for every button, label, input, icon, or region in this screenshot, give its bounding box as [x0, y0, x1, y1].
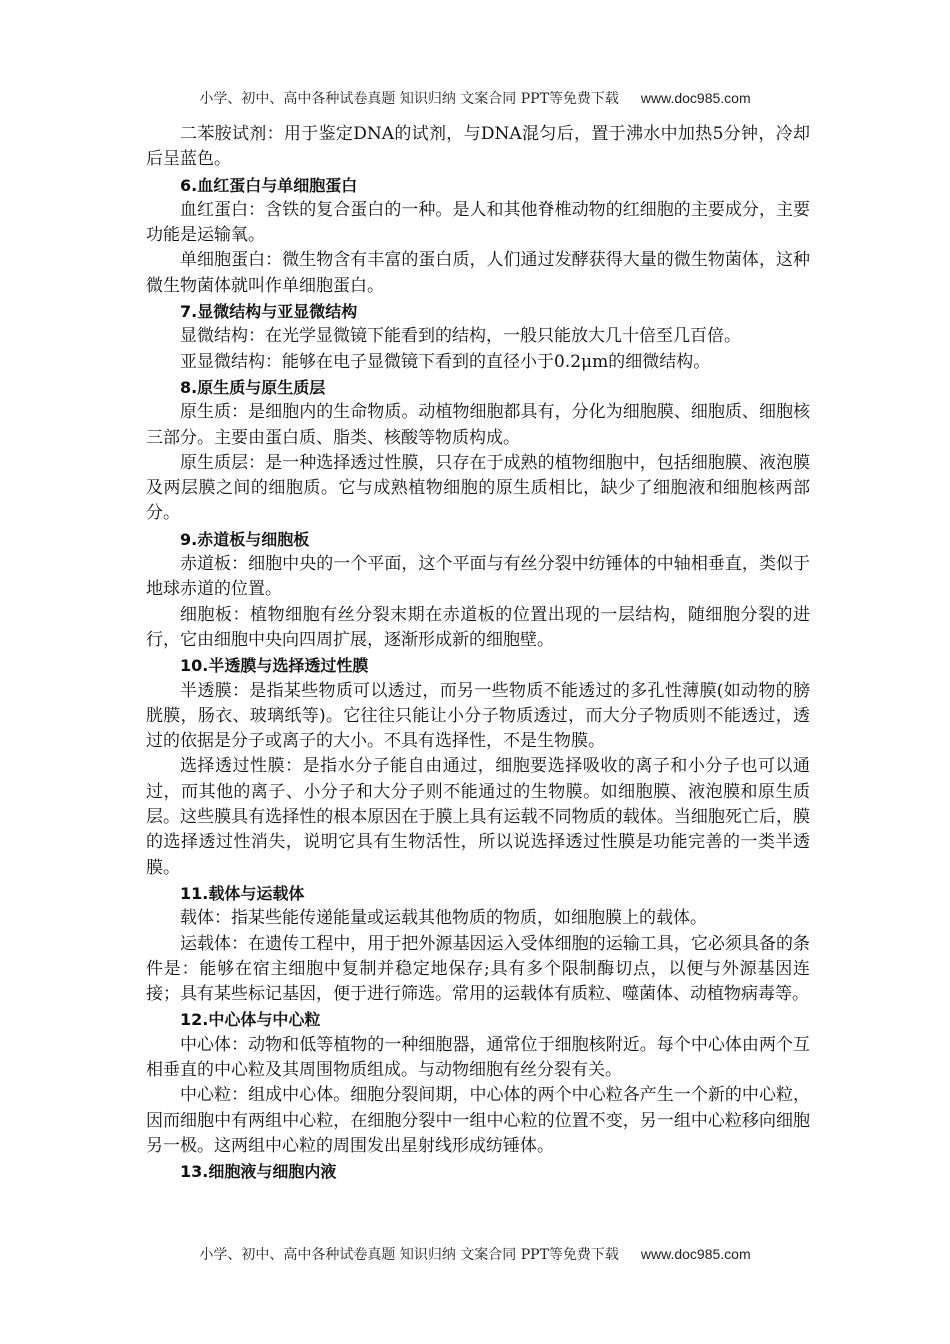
paragraph-submicroscopic-structure: 亚显微结构：能够在电子显微镜下看到的直径小于0.2μm的细微结构。 [180, 351, 711, 372]
header-site-link[interactable]: www.doc985.com [640, 90, 751, 106]
footer-site-link[interactable]: www.doc985.com [640, 1246, 751, 1262]
footer-text: 小学、初中、高中各种试卷真题 知识归纳 文案合同 PPT等免费下载 [199, 1247, 619, 1263]
paragraph-single-cell-protein: 单细胞蛋白：微生物含有丰富的蛋白质，人们通过发酵获得大量的微生物菌体，这种微生物菌体就叫作单细胞蛋白。 [146, 250, 810, 296]
paragraph-protoplast-layer: 原生质层：是一种选择透过性膜，只存在于成熟的植物细胞中，包括细胞膜、液泡膜及两层膜之间的细胞质。它与成熟植物细胞的原生质相比，缺少了细胞液和细胞核两部分。 [146, 452, 810, 524]
paragraph-equatorial-plate: 赤道板：细胞中央的一个平面，这个平面与有丝分裂中纺锤体的中轴相垂直，类似于地球赤道的位置。 [146, 554, 810, 600]
page-header [0, 88, 950, 108]
section-heading-7: 7.显微结构与亚显微结构 [180, 302, 358, 322]
paragraph-semipermeable-membrane: 半透膜：是指某些物质可以透过，而另一些物质不能透过的多孔性薄膜(如动物的膀胱膜，肠衣、玻璃纸等)。它往往只能让小分子物质透过，而大分子物质则不能透过，透过的依据是分子或离子的大小。不具有选择性，不是生物膜。 [146, 680, 810, 752]
paragraph-microscopic-structure: 显微结构：在光学显微镜下能看到的结构，一般只能放大几十倍至几百倍。 [180, 326, 741, 347]
paragraph-protoplasm: 原生质：是细胞内的生命物质。动植物细胞都具有，分化为细胞膜、细胞质、细胞核三部分。主要由蛋白质、脂类、核酸等物质构成。 [146, 402, 810, 448]
header-text: 小学、初中、高中各种试卷真题 知识归纳 文案合同 PPT等免费下载 [199, 91, 619, 107]
section-heading-11: 11.载体与运载体 [180, 883, 305, 903]
paragraph-diphenylamine: 二苯胺试剂：用于鉴定DNA的试剂，与DNA混匀后，置于沸水中加热5分钟，冷却后呈蓝色。 [146, 124, 810, 170]
section-heading-13: 13.细胞液与细胞内液 [180, 1162, 337, 1182]
section-heading-6: 6.血红蛋白与单细胞蛋白 [180, 175, 358, 195]
paragraph-cell-plate: 细胞板：植物细胞有丝分裂末期在赤道板的位置出现的一层结构，随细胞分裂的进行，它由细胞中央向四周扩展，逐渐形成新的细胞壁。 [146, 604, 810, 650]
section-heading-9: 9.赤道板与细胞板 [180, 529, 310, 549]
paragraph-hemoglobin: 血红蛋白：含铁的复合蛋白的一种。是人和其他脊椎动物的红细胞的主要成分，主要功能是运输氧。 [146, 199, 810, 246]
paragraph-carrier: 载体：指某些能传递能量或运载其他物质的物质，如细胞膜上的载体。 [180, 908, 707, 929]
paragraph-selective-membrane: 选择透过性膜：是指水分子能自由通过，细胞要选择吸收的离子和小分子也可以通过，而其他的离子、小分子和大分子则不能通过的生物膜。如细胞膜、液泡膜和原生质层。这些膜具有选择性的根本原因在于膜上具有运载不同物质的载体。当细胞死亡后，膜的选择透过性消失，说明它具有生物活性，所以说选择透过性膜是功能完善的一类半透膜。 [146, 756, 810, 878]
section-heading-10: 10.半透膜与选择透过性膜 [180, 656, 369, 676]
paragraph-vector: 运载体：在遗传工程中，用于把外源基因运入受体细胞的运输工具，它必须具备的条件是：能够在宿主细胞中复制并稳定地保存;具有多个限制酶切点，以便与外源基因连接；具有某些标记基因，便于进行筛选。常用的运载体有质粒、噬菌体、动植物病毒等。 [146, 933, 810, 1005]
paragraph-centrosome: 中心体：动物和低等植物的一种细胞器，通常位于细胞核附近。每个中心体由两个互相垂直的中心粒及其周围物质组成。与动物细胞有丝分裂有关。 [146, 1034, 810, 1080]
paragraph-centriole: 中心粒：组成中心体。细胞分裂间期，中心体的两个中心粒各产生一个新的中心粒，因而细胞中有两组中心粒，在细胞分裂中一组中心粒的位置不变，另一组中心粒移向细胞另一极。这两组中心粒的周围发出星射线形成纺锤体。 [146, 1085, 810, 1156]
document-body [146, 122, 810, 1184]
section-heading-12: 12.中心体与中心粒 [180, 1010, 321, 1030]
section-heading-8: 8.原生质与原生质层 [180, 377, 326, 397]
page-footer [0, 1244, 950, 1264]
